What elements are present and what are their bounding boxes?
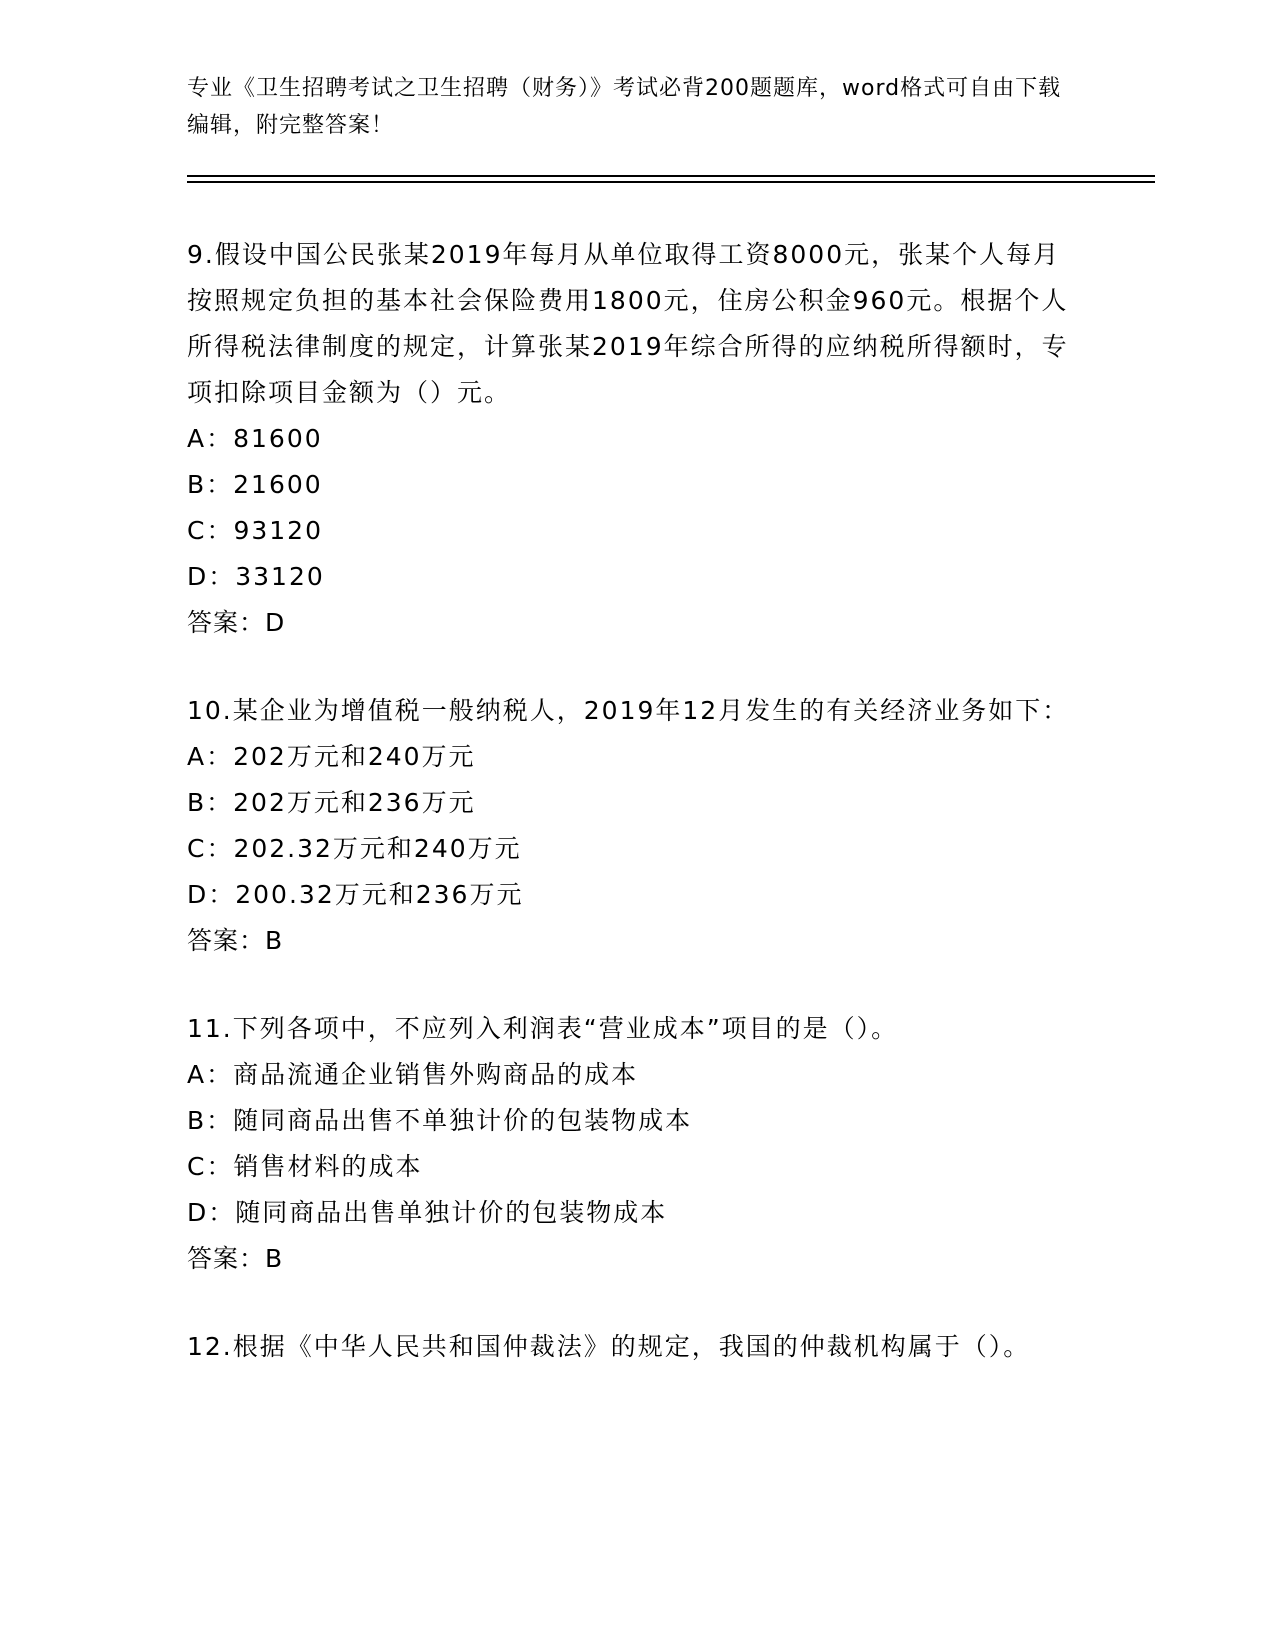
option-c: C：202.32万元和240万元 xyxy=(187,834,522,863)
option-c: C：93120 xyxy=(187,516,323,545)
document-header: 专业《卫生招聘考试之卫生招聘（财务）》考试必背200题题库，word格式可自由下载编辑，附完整答案！ xyxy=(187,76,1062,138)
option-d: D：随同商品出售单独计价的包装物成本 xyxy=(187,1198,668,1227)
header-divider-bottom xyxy=(187,181,1155,183)
answer: 答案：D xyxy=(187,608,286,637)
option-b: B：202万元和236万元 xyxy=(187,788,476,817)
question-stem: 10.某企业为增值税一般纳税人，2019年12月发生的有关经济业务如下： xyxy=(187,696,1070,725)
option-a: A：81600 xyxy=(187,424,323,453)
option-a: A：202万元和240万元 xyxy=(187,742,476,771)
option-a: A：商品流通企业销售外购商品的成本 xyxy=(187,1060,639,1089)
option-d: D：33120 xyxy=(187,562,325,591)
question-stem: 9.假设中国公民张某2019年每月从单位取得工资8000元，张某个人每月按照规定负担的基本社会保险费用1800元，住房公积金960元。根据个人所得税法律制度的规定，计算张某2019年综合所得的应纳税所得额时，专项扣除项目金额为（）元。 xyxy=(187,240,1069,407)
question-9 xyxy=(187,232,1087,646)
question-stem: 11.下列各项中，不应列入利润表“营业成本”项目的是（）。 xyxy=(187,1014,899,1043)
question-10 xyxy=(187,688,1087,964)
question-12 xyxy=(187,1324,1087,1370)
header-divider-top xyxy=(187,175,1155,177)
option-d: D：200.32万元和236万元 xyxy=(187,880,524,909)
option-c: C：销售材料的成本 xyxy=(187,1152,423,1181)
question-stem: 12.根据《中华人民共和国仲裁法》的规定，我国的仲裁机构属于（）。 xyxy=(187,1332,1031,1361)
question-list xyxy=(187,232,1087,1412)
option-b: B：随同商品出售不单独计价的包装物成本 xyxy=(187,1106,693,1135)
answer: 答案：B xyxy=(187,926,284,955)
option-b: B：21600 xyxy=(187,470,323,499)
answer: 答案：B xyxy=(187,1244,284,1273)
question-11 xyxy=(187,1006,1087,1282)
